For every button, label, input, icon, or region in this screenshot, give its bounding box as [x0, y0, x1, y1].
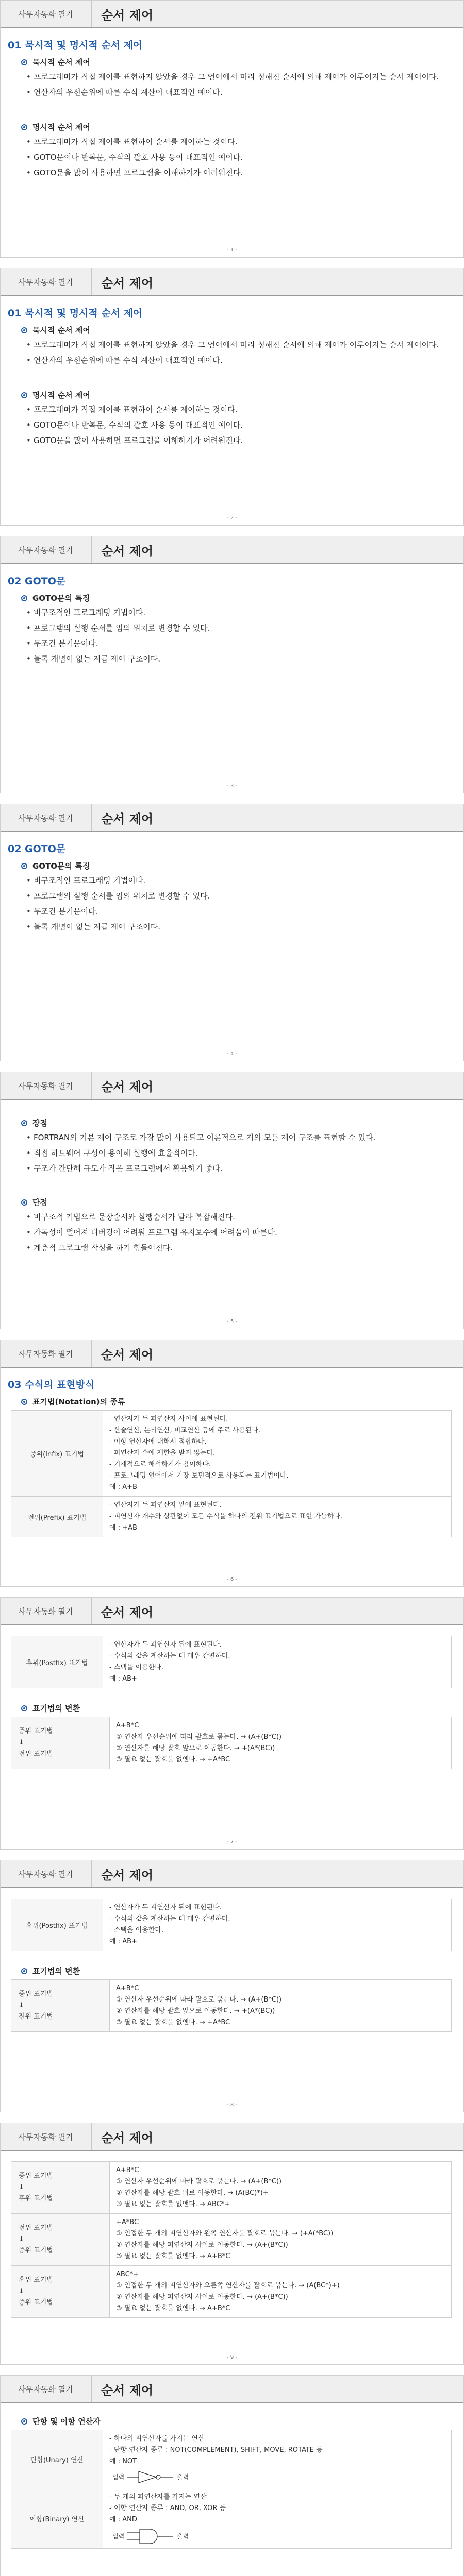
- row-content: A+B*C ① 연산자 우선순위에 따라 괄호로 묶는다. → (A+(B*C)) ② 연산자를 해당 괄호 앞으로 이동한다. → +(A*(BC)) ③ 필요 없는 괄호를 없앤다. → +A*BC: [110, 1980, 452, 2032]
- notation-table: [11, 1410, 452, 1537]
- course-label: 사무자동화 필기: [1, 536, 92, 563]
- subheading: 명시적 순서 제어: [21, 389, 463, 400]
- row-label: 중위 표기법 ↓ 전위 표기법: [11, 1980, 110, 2032]
- slide-title: 순서 제어: [101, 1079, 154, 1094]
- page-number: - 3 -: [227, 783, 237, 789]
- page-number: - 7 -: [227, 1839, 237, 1845]
- row-content: A+B*C ① 연산자 우선순위에 따라 괄호로 묶는다. → (A+(B*C)) ② 연산자를 해당 괄호 뒤로 이동한다. → (A(BC)*)+ ③ 필요 없는 괄호를 없앤다. → ABC*+: [110, 2162, 452, 2214]
- bullet-list: [26, 339, 463, 366]
- operator-table: [11, 2430, 452, 2549]
- table-row: [11, 1411, 452, 1497]
- row-label: 전위(Prefix) 표기법: [11, 1497, 103, 1537]
- row-label: 중위 표기법 ↓ 후위 표기법: [11, 2162, 110, 2214]
- slide-2: [0, 268, 464, 526]
- notation-table: [11, 1636, 452, 1688]
- list-item: • 연산자의 우선순위에 따른 수식 계산이 대표적인 예이다.: [26, 87, 463, 98]
- gate-input-label: 입력: [112, 2533, 125, 2540]
- list-item: • 직접 하드웨어 구성이 용이해 실행에 효율적이다.: [26, 1147, 463, 1159]
- list-item: • 블록 개념이 없는 저급 제어 구조이다.: [26, 653, 463, 665]
- slide-4: [0, 804, 464, 1061]
- table-row: [11, 1497, 452, 1537]
- slide-7: [0, 1597, 464, 1850]
- page-number: - 9 -: [227, 2354, 237, 2360]
- gate-output-label: 출력: [177, 2533, 189, 2540]
- row-content: - 연산자가 두 피연산자 뒤에 표현된다. - 수식의 값을 계산하는 데 매우 간편하다. - 스택을 이용한다. 예 : AB+: [103, 1899, 452, 1951]
- list-item: • 블록 개념이 없는 저급 제어 구조이다.: [26, 921, 463, 933]
- page-number: - 8 -: [227, 2102, 237, 2108]
- bullet-list: [26, 1132, 463, 1175]
- list-item: • 연산자의 우선순위에 따른 수식 계산이 대표적인 예이다.: [26, 354, 463, 366]
- circle-bullet-icon: [21, 595, 27, 601]
- course-label: 사무자동화 필기: [1, 1340, 92, 1367]
- row-label: 중위 표기법 ↓ 전위 표기법: [11, 1717, 110, 1769]
- subheading: GOTO문의 특징: [21, 860, 463, 871]
- list-item: • 프로그램의 실행 순서를 임의 위치로 변경할 수 있다.: [26, 890, 463, 902]
- circle-bullet-icon: [21, 2418, 27, 2425]
- slide-header: [1, 1, 463, 28]
- slide-3: [0, 536, 464, 793]
- subheading: 장점: [21, 1117, 463, 1128]
- row-label: 중위(Infix) 표기법: [11, 1411, 103, 1497]
- row-content: A+B*C ① 연산자 우선순위에 따라 괄호로 묶는다. → (A+(B*C)) ② 연산자를 해당 괄호 앞으로 이동한다. → +(A*(BC)) ③ 필요 없는 괄호를 없앤다. → +A*BC: [110, 1717, 452, 1769]
- slide-8: [0, 1860, 464, 2112]
- notation-table: [11, 1899, 452, 1951]
- row-label: 후위(Postfix) 표기법: [11, 1899, 103, 1951]
- row-label: 후위(Postfix) 표기법: [11, 1636, 103, 1688]
- list-item: • 비구조적 기법으로 문장순서와 실행순서가 달라 복잡해진다.: [26, 1211, 463, 1223]
- list-item: • 비구조적인 프로그래밍 기법이다.: [26, 875, 463, 887]
- row-label: 단항(Unary) 연산: [11, 2430, 103, 2488]
- course-label: 사무자동화 필기: [1, 2376, 92, 2402]
- circle-bullet-icon: [21, 327, 27, 333]
- subheading: 단점: [21, 1197, 463, 1208]
- course-label: 사무자동화 필기: [1, 1072, 92, 1099]
- list-item: • 계층적 프로그램 작성을 하기 힘들어진다.: [26, 1242, 463, 1254]
- list-item: • 구조가 간단해 규모가 작은 프로그램에서 활용하기 좋다.: [26, 1163, 463, 1175]
- table-row: [11, 1899, 452, 1951]
- list-item: • FORTRAN의 기본 제어 구조로 가장 많이 사용되고 이론적으로 거의 모든 제어 구조를 표현할 수 있다.: [26, 1132, 463, 1144]
- page-number: - 6 -: [227, 1577, 237, 1582]
- bullet-list: [26, 1211, 463, 1254]
- slide-title: 순서 제어: [101, 811, 154, 826]
- row-content: - 연산자가 두 피연산자 앞에 표현된다. - 피연산자 개수와 상관없이 모든 수식을 하나의 전위 표기법으로 표현 가능하다. 예 : +AB: [103, 1497, 452, 1537]
- subheading: 묵시적 순서 제어: [21, 57, 463, 67]
- row-content: - 하나의 피연산자를 가지는 연산 - 단항 연산자 종류 : NOT(COMPLEMENT), SHIFT, MOVE, ROTATE 등 예 : NOT 입력 출력: [103, 2430, 452, 2488]
- conversion-table: [11, 1717, 452, 1769]
- row-content: +A*BC ① 인접한 두 개의 피연산자와 왼쪽 연산자를 괄호로 묶는다. → (+A(*BC)) ② 연산자를 해당 피연산자 사이로 이동한다. → (A+(B*C)) ③ 필요 없는 괄호를 없앤다. → A+B*C: [110, 2214, 452, 2266]
- row-content: - 연산자가 두 피연산자 사이에 표현된다. - 산술연산, 논리연산, 비교연산 등에 주로 사용된다. - 이항 연산자에 대해서 적합하다. - 피연산자 수에 제한을 받지 않는다. - 기계적으로 해석하기가 용이하다. - 프로그래밍 언어에서 가장 보편적으로 사용되는 표기법이다. 예 : A+B: [103, 1411, 452, 1497]
- not-gate-diagram: [109, 2469, 445, 2485]
- circle-bullet-icon: [21, 1120, 27, 1126]
- list-item: • 가독성이 떨어져 디버깅이 어려워 프로그램 유지보수에 어려움이 따른다.: [26, 1227, 463, 1239]
- gate-input-label: 입력: [112, 2473, 125, 2481]
- table-row: [11, 2430, 452, 2488]
- list-item: • GOTO문이나 반복문, 수식의 괄호 사용 등이 대표적인 예이다.: [26, 151, 463, 163]
- table-row: [11, 2162, 452, 2214]
- conversion-table: [11, 1979, 452, 2032]
- slide-10: [0, 2375, 464, 2576]
- circle-bullet-icon: [21, 124, 27, 130]
- slide-header: [1, 1340, 463, 1368]
- list-item: • 프로그램의 실행 순서를 임의 위치로 변경할 수 있다.: [26, 622, 463, 634]
- bullet-list: [26, 404, 463, 447]
- bullet-list: [26, 136, 463, 179]
- slide-title: 순서 제어: [101, 1868, 154, 1883]
- slide-title: 순서 제어: [101, 8, 154, 23]
- subheading: GOTO문의 특징: [21, 592, 463, 603]
- bullet-list: [26, 875, 463, 933]
- section-title: 02 GOTO문: [8, 575, 66, 587]
- circle-bullet-icon: [21, 1199, 27, 1206]
- list-item: • 프로그래머가 직접 제어를 표현하여 순서를 제어하는 것이다.: [26, 136, 463, 148]
- slide-5: [0, 1072, 464, 1329]
- list-item: • 프로그래머가 직접 제어를 표현하여 순서를 제어하는 것이다.: [26, 404, 463, 416]
- list-item: • GOTO문이나 반복문, 수식의 괄호 사용 등이 대표적인 예이다.: [26, 419, 463, 431]
- row-label: 후위 표기법 ↓ 중위 표기법: [11, 2266, 110, 2318]
- row-label: 이항(Binary) 연산: [11, 2488, 103, 2549]
- and-gate-diagram: [109, 2528, 445, 2545]
- section-title: 01 묵시적 및 명시적 순서 제어: [8, 308, 143, 319]
- table-row: [11, 1636, 452, 1688]
- table-row: [11, 2266, 452, 2318]
- list-item: • 무조건 분기문이다.: [26, 638, 463, 650]
- subheading: 표기법(Notation)의 종류: [21, 1396, 463, 1407]
- gate-output-label: 출력: [177, 2473, 189, 2481]
- section-title: 03 수식의 표현방식: [8, 1379, 95, 1391]
- slide-header: [1, 1860, 463, 1888]
- list-item: • 비구조적인 프로그래밍 기법이다.: [26, 607, 463, 619]
- not-gate-icon: [127, 2469, 174, 2485]
- circle-bullet-icon: [21, 59, 27, 65]
- circle-bullet-icon: [21, 1705, 27, 1711]
- slide-header: [1, 268, 463, 296]
- circle-bullet-icon: [21, 392, 27, 398]
- bullet-list: [26, 607, 463, 665]
- bullet-list: [26, 71, 463, 98]
- table-row: [11, 2488, 452, 2549]
- slide-header: [1, 1072, 463, 1100]
- subheading: 단항 및 이항 연산자: [21, 2416, 463, 2427]
- course-label: 사무자동화 필기: [1, 1, 92, 27]
- table-row: [11, 2214, 452, 2266]
- circle-bullet-icon: [21, 1399, 27, 1405]
- slide-header: [1, 804, 463, 832]
- page-number: - 4 -: [227, 1051, 237, 1057]
- circle-bullet-icon: [21, 863, 27, 869]
- conversion-table: [11, 2161, 452, 2318]
- table-row: [11, 1717, 452, 1769]
- list-item: • GOTO문을 많이 사용하면 프로그램을 이해하기가 어려워진다.: [26, 435, 463, 447]
- course-label: 사무자동화 필기: [1, 268, 92, 295]
- row-content: ABC*+ ① 인접한 두 개의 피연산자와 오른쪽 연산자를 괄호로 묶는다. → (A(BC*)+) ② 연산자를 해당 피연산자 사이로 이동한다. → (A+(B*C)) ③ 필요 없는 괄호를 없앤다. → A+B*C: [110, 2266, 452, 2318]
- section-title: 01 묵시적 및 명시적 순서 제어: [8, 40, 143, 51]
- section-title: 02 GOTO문: [8, 843, 66, 855]
- subheading: 표기법의 변환: [21, 1703, 463, 1714]
- slide-title: 순서 제어: [101, 2383, 154, 2398]
- page-number: - 2 -: [227, 515, 237, 521]
- course-label: 사무자동화 필기: [1, 1860, 92, 1887]
- row-label: 전위 표기법 ↓ 중위 표기법: [11, 2214, 110, 2266]
- subheading: 묵시적 순서 제어: [21, 325, 463, 335]
- slide-header: [1, 2376, 463, 2403]
- subheading: 표기법의 변환: [21, 1965, 463, 1976]
- slide-header: [1, 1598, 463, 1625]
- circle-bullet-icon: [21, 1968, 27, 1974]
- slide-title: 순서 제어: [101, 544, 154, 558]
- slide-9: [0, 2123, 464, 2365]
- page-number: - 5 -: [227, 1319, 237, 1325]
- list-item: • 프로그래머가 직접 제어를 표현하지 않았을 경우 그 언어에서 미리 정해진 순서에 의해 제어가 이루어지는 순서 제어이다.: [26, 339, 463, 351]
- and-gate-icon: [127, 2528, 174, 2545]
- list-item: • 무조건 분기문이다.: [26, 906, 463, 918]
- slide-1: [0, 0, 464, 258]
- slide-header: [1, 2123, 463, 2151]
- course-label: 사무자동화 필기: [1, 804, 92, 831]
- course-label: 사무자동화 필기: [1, 1598, 92, 1624]
- course-label: 사무자동화 필기: [1, 2123, 92, 2150]
- slide-title: 순서 제어: [101, 276, 154, 291]
- row-content: - 두 개의 피연산자를 가지는 연산 - 이항 연산자 종류 : AND, OR, XOR 등 예 : AND 입력 출력: [103, 2488, 452, 2549]
- slide-title: 순서 제어: [101, 2130, 154, 2145]
- subheading: 명시적 순서 제어: [21, 122, 463, 132]
- slide-6: [0, 1340, 464, 1587]
- table-row: [11, 1980, 452, 2032]
- slide-title: 순서 제어: [101, 1605, 154, 1620]
- row-content: - 연산자가 두 피연산자 뒤에 표현된다. - 수식의 값을 계산하는 데 매우 간편하다. - 스택을 이용한다. 예 : AB+: [103, 1636, 452, 1688]
- page-number: - 1 -: [227, 247, 237, 253]
- slide-title: 순서 제어: [101, 1347, 154, 1362]
- slide-header: [1, 536, 463, 564]
- list-item: • 프로그래머가 직접 제어를 표현하지 않았을 경우 그 언어에서 미리 정해진 순서에 의해 제어가 이루어지는 순서 제어이다.: [26, 71, 463, 83]
- list-item: • GOTO문을 많이 사용하면 프로그램을 이해하기가 어려워진다.: [26, 167, 463, 179]
